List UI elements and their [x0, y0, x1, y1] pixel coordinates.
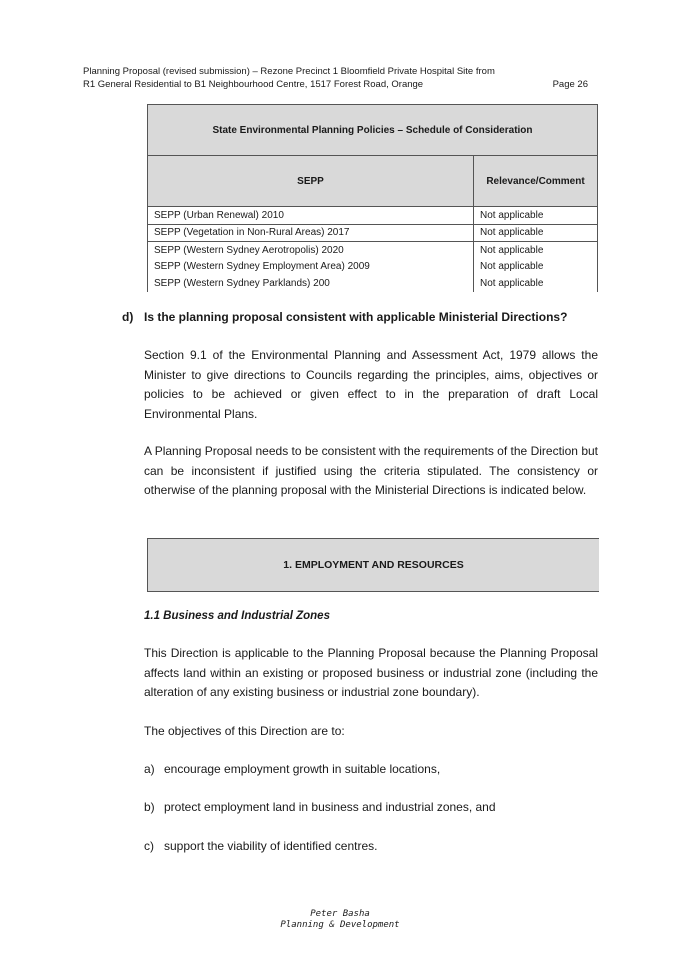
sepp-table: [147, 104, 598, 292]
sepp-cell: SEPP (Western Sydney Employment Area) 2009: [148, 259, 474, 276]
list-text: encourage employment growth in suitable locations,: [164, 762, 441, 776]
subheading: 1.1 Business and Industrial Zones: [144, 610, 330, 622]
paragraph-applicability: This Direction is applicable to the Planning Proposal because the Planning Proposal affects land within an existing or proposed business or industrial zone (including the alteration of any existing business or industrial zone boundary).: [144, 646, 598, 699]
header-line-2: R1 General Residential to B1 Neighbourhood Centre, 1517 Forest Road, Orange: [83, 79, 424, 90]
table-row: [148, 224, 598, 242]
list-label: b): [144, 800, 155, 814]
comment-cell: Not applicable: [474, 259, 598, 276]
comment-cell: Not applicable: [474, 275, 598, 292]
paragraph-consistency: A Planning Proposal needs to be consistent with the requirements of the Direction but can be inconsistent if justified using the criteria stipulated. The consistency or otherwise of the planning proposal with the Ministerial Directions is indicated below.: [144, 444, 598, 497]
list-label: c): [144, 839, 154, 853]
question-label: d): [122, 310, 134, 324]
comment-cell: Not applicable: [474, 224, 598, 242]
sepp-cell: SEPP (Urban Renewal) 2010: [148, 207, 474, 225]
paragraph-section-9-1: Section 9.1 of the Environmental Planning and Assessment Act, 1979 allows the Minister to give directions to Councils regarding the principles, aims, objectives or policies to be achieved or given effect to in the preparation of draft Local Environmental Plans.: [144, 348, 598, 421]
list-label: a): [144, 762, 155, 776]
header-line-1: Planning Proposal (revised submission) – Rezone Precinct 1 Bloomfield Private Hospital Site from: [83, 66, 495, 77]
list-item: [144, 800, 598, 814]
page-number: Page 26: [552, 79, 588, 90]
question-text: Is the planning proposal consistent with applicable Ministerial Directions?: [144, 310, 568, 324]
section-heading-box: [147, 538, 599, 592]
table-row: [148, 242, 598, 259]
table-row: [148, 259, 598, 276]
sepp-cell: SEPP (Vegetation in Non-Rural Areas) 2017: [148, 224, 474, 242]
paragraph-objectives-intro: The objectives of this Direction are to:: [144, 724, 345, 738]
comment-cell: Not applicable: [474, 207, 598, 225]
list-item: [144, 762, 598, 776]
section-heading-text: 1. EMPLOYMENT AND RESOURCES: [283, 559, 464, 571]
list-text: support the viability of identified centres.: [164, 839, 378, 853]
sepp-cell: SEPP (Western Sydney Parklands) 200: [148, 275, 474, 292]
question-d: [122, 310, 598, 324]
page-header: [83, 65, 588, 91]
list-item: [144, 839, 598, 853]
sepp-cell: SEPP (Western Sydney Aerotropolis) 2020: [148, 242, 474, 259]
sepp-column-header: SEPP: [148, 156, 474, 207]
table-row: [148, 275, 598, 292]
comment-cell: Not applicable: [474, 242, 598, 259]
sepp-table-title: State Environmental Planning Policies – Schedule of Consideration: [148, 105, 598, 156]
list-text: protect employment land in business and industrial zones, and: [164, 800, 496, 814]
footer-line-1: Peter Basha: [310, 909, 370, 919]
relevance-column-header: Relevance/Comment: [474, 156, 598, 207]
table-row: [148, 207, 598, 225]
footer-line-2: Planning & Development: [280, 920, 400, 930]
page-footer: [0, 909, 680, 931]
